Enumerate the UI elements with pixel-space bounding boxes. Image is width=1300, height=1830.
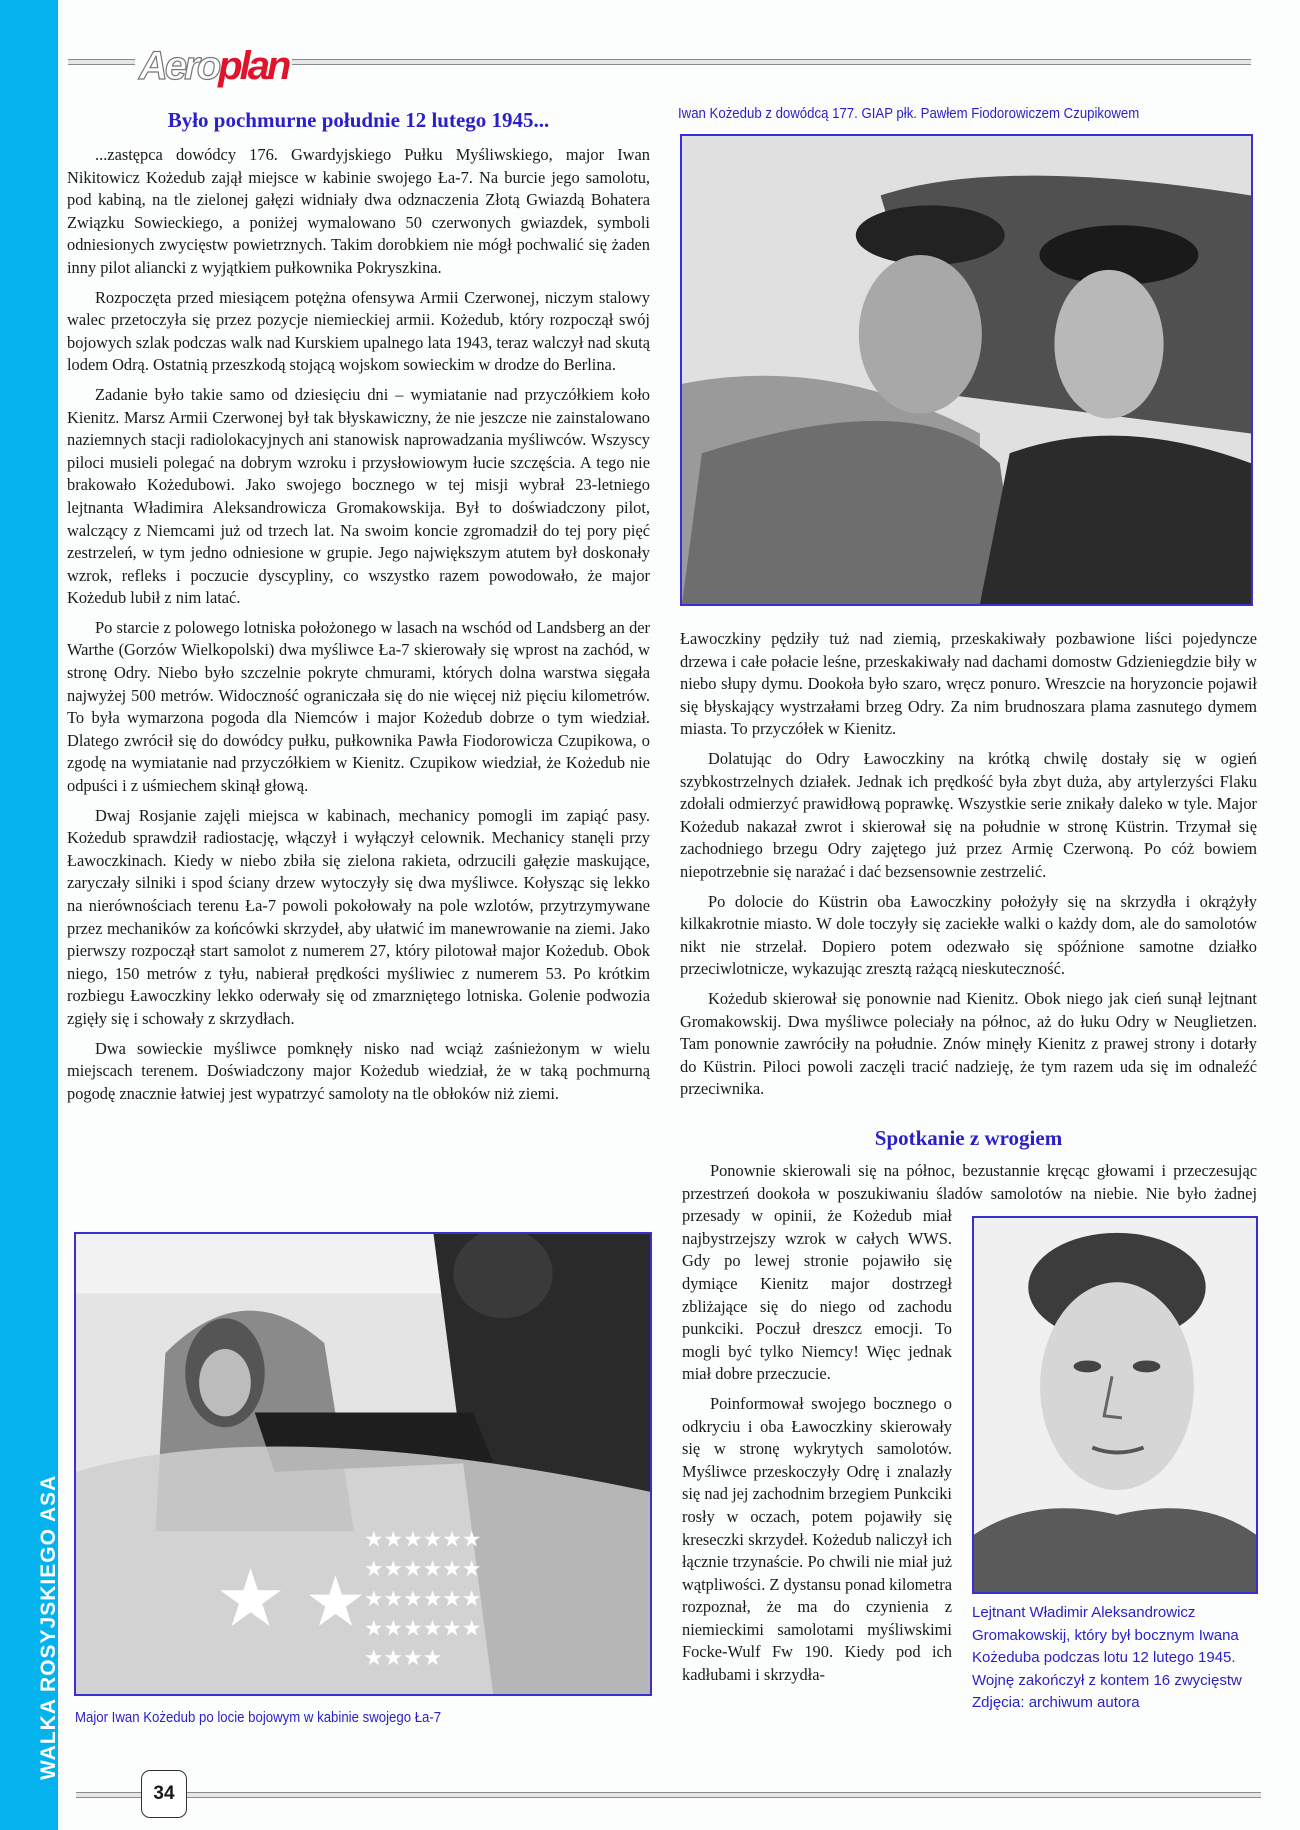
page-number: 34 [141, 1770, 187, 1818]
svg-text:★: ★ [304, 1562, 367, 1643]
paragraph: Dolatując do Odry Ławoczkiny na krótką chwilę dostały się w ogień szybkostrzelnych działek. Jednak ich prędkość była zbyt duża, aby artylerzyści Flaku zdołali odmierzyć prawidłową poprawkę. Wszystkie serie znikały daleko w tyle. Major Kożedub nakazał zwrot i skierował się na południe w stronę Küstrin. Trzymał się zachodniego brzegu Odry zajętego już przez Armię Czerwoną. Po cóż bowiem niepotrzebnie się narażać i dać bezsensownie zestrzelić. [680, 748, 1257, 881]
photo-caption-cockpit: Major Iwan Kożedub po locie bojowym w kabinie swojego Ła-7 [75, 1709, 442, 1726]
svg-text:★★★★★★: ★★★★★★ [363, 1557, 482, 1583]
svg-text:★★★★★★: ★★★★★★ [363, 1616, 482, 1642]
paragraph: Kożedub skierował się ponownie nad Kienitz. Obok niego jak cień sunął lejtnant Gromakowskij. Dwa myśliwce poleciały na północ, aż do łuku Odry w Neuglietzen. Tam ponownie zawróciły na południe. Znów minęły Kienitz z prawej strony i dotarły do Küstrin. Piloci powoli zaczęli tracić nadzieję, że tym razem uda się im odnaleźć przeciwnika. [680, 988, 1257, 1099]
article-heading: Było pochmurne południe 12 lutego 1945... [167, 108, 550, 132]
paragraph: Dwaj Rosjanie zajęli miejsca w kabinach, mechanicy pomogli im zapiąć pasy. Kożedub sprawdził radiostację, włączył i wyłączył celownik. Mechanicy stanęli przy Ławoczkinach. Kiedy w niebo zbiła się zielona rakieta, odrzucili gałęzie maskujące, zaryczały silniki i spod ściany drzew wytoczyły się dwa myśliwce. Kołysząc się lekko na nierównościach terenu Ła-7 powoli pokołowały na pole wzlotów, przytrzymywane przez mechaników za końcówki skrzydeł, aby ułatwić im manewrowanie na ziemi. Jako pierwszy rozpoczął start samolot z numerem 27, który pilotował major Kożedub. Obok niego, 150 metrów z tyłu, nabierał prędkości myśliwiec z numerem 53. Po krótkim rozbiegu Ławoczkiny lekko oderwały się od zmarzniętego lotniska. Golenie podwozia zgięły się i schowały z skrzydłach. [67, 805, 650, 1028]
portrait-caption: Lejtnant Władimir Aleksandrowicz Gromakowskij, który był bocznym Iwana Kożeduba podczas lotu 12 lutego 1945. Wojnę zakończył z kontem 16 zwycięstw [972, 1604, 1242, 1689]
paragraph: Ponownie skierowali się na północ, bezustannie kręcąc głowami i przeczesując przestrzeń dookoła w poszukiwaniu śladów samolotów na niebie. Nie było żadnej przesady w opinii, że Kożedub miał najbystrzejszy wzrok w całych WWS. Gdy po lewej stronie pojawiło się dymiące Kienitz major dostrzegł zbliżające się do niego od zachodu punkciki. Poczuł dreszcz emocji. To mogli być tylko Niemcy! Więc jednak miał dobre przeczucie. [682, 1161, 1257, 1384]
paragraph: Dwa sowieckie myśliwce pomknęły nisko nad wciąż zaśnieżonym w wielu miejscach terenem. Doświadczony major Kożedub wiedział, że w taką pochmurną pogodę znacznie łatwiej jest wypatrzyć samoloty na tle obłoków niż ziemi. [67, 1038, 650, 1103]
paragraph: Ławoczkiny pędziły tuż nad ziemią, przeskakiwały pozbawione liści pojedyncze drzewa i całe połacie leśne, przeskakiwały nad dachami domostw Gdzieniegdzie biły w niebo słupy dymu. Dookoła było szaro, wręcz ponuro. Wreszcie na horyzoncie pojawił się błyskający wystrzałami brzeg Odry. Za nim brudnoszara plama zasnutego dymem miasta. To przyczółek w Kienitz. [680, 629, 1257, 739]
svg-text:★★★★: ★★★★ [363, 1646, 443, 1672]
paragraph: ...zastępca dowódcy 176. Gwardyjskiego Pułku Myśliwskiego, major Iwan Nikitowicz Kożedub zajął miejsce w kabinie swojego Ła-7. Na burcie jego samolotu, pod kabiną, na tle zielonej gałęzi widniały dwa odznaczenia Złotą Gwiazdą Bohatera Związku Sowieckiego, a poniżej wymalowano 50 czerwonych gwiazdek, symboli odniesionych zwycięstw powietrznych. Takim dorobkiem nie mógł pochwalić się żaden inny pilot aliancki z wyjątkiem pułkownika Pokryszkina. [67, 145, 650, 277]
svg-text:★★★★★★: ★★★★★★ [363, 1586, 482, 1612]
paragraph: Rozpoczęta przed miesiącem potężna ofensywa Armii Czerwonej, niczym stalowy walec przetoczyła się przez pozycje niemieckiej armii. Kożedub, który rozpoczął swój bojowych szlak podczas walk nad Kurskiem upalnego lata 1943, teraz walczył nad skutą lodem Odrą. Ostatnią przeszkodą stojącą wojskom sowieckim w drodze do Berlina. [67, 287, 650, 375]
paragraph: Po starcie z polowego lotniska położonego w lasach na wschód od Landsberg an der Warthe (Gorzów Wielkopolski) dwa myśliwce Ła-7 skierowały się wprost na zachód, w stronę Odry. Niebo było szczelnie pokryte chmurami, których dolna warstwa sięgała najwyżej 500 metrów. Widoczność ograniczała się do nie więcej niż pięciu kilometrów. To była wymarzona pogoda dla Niemców i major Kożedub dobrze o tym wiedział. Dlatego zwrócił się do dowódcy pułku, pułkownika Pawła Fiodorowicza Czupikowa, o zgodę na wymiatanie nad przyczółkiem w Kienitz. Czupikow wiedział, że Kożedub nie odpuści i z uśmiechem skinął głową. [67, 617, 650, 796]
photo-caption-commander: Iwan Kożedub z dowódcą 177. GIAP płk. Pawłem Fiodorowiczem Czupikowem [678, 105, 1140, 122]
footer-rule [76, 1792, 1261, 1798]
magazine-logo: Aeroplan [135, 44, 292, 89]
svg-text:★: ★ [215, 1551, 287, 1645]
section-title: WALKA ROSYJSKIEGO ASA [37, 1474, 60, 1780]
section-subheading: Spotkanie z wrogiem [874, 1126, 1063, 1150]
svg-text:★★★★★★: ★★★★★★ [363, 1527, 482, 1553]
photo-kozedub-cockpit [74, 1232, 652, 1696]
photo-gromakowskij-portrait [972, 1216, 1258, 1594]
right-column-text [680, 628, 1257, 1108]
portrait-figure [972, 1216, 1258, 1715]
paragraph: Poinformował swojego bocznego o odkryciu i oba Ławoczkiny skierowały się w stronę wykrytych samolotów. Myśliwce przeskoczyły Odrę i znalazły się nad jej zachodnim brzegiem Punkciki rosły w oczach, potem pojawiły się kreseczki skrzydeł. Kożedub naliczył ich łącznie trzynaście. Po chwili nie miał już wątpliwości. Z dystansu ponad kilometra rozpoznał, że ma do czynienia z niemieckimi samolotami myśliwskimi Focke-Wulf Fw 190. Kiedy pod ich kadłubami i skrzydła- [682, 1393, 952, 1685]
section-sidebar [0, 0, 58, 1830]
paragraph: Zadanie było takie samo od dziesięciu dni – wymiatanie nad przyczółkiem koło Kienitz. Marsz Armii Czerwonej był tak błyskawiczny, że nie jeszcze nie zainstalowano naziemnych stacji radiolokacyjnych ani stanowisk naprowadzania myśliwców. Wszyscy piloci musieli polegać na dobrym wzroku i przysłowiowym łucie szczęścia. A tego nie brakowało Kożedubowi. Jako swojego bocznego w tej misji wybrał 23-letniego lejtnanta Władimira Aleksandrowicza Gromakowskija. Był to doświadczony pilot, walczący z Niemcami już od trzech lat. Na swoim koncie zgromadził do tej pory pięć zestrzeleń, w tym jedno odniesione w grupie. Jego największym atutem był doskonały wzrok, refleks i poczucie dyscypliny, co wszystko razem powodowało, że major Kożedub lubił z nim latać. [67, 384, 650, 608]
left-column-text [67, 144, 650, 1112]
section-text [682, 1160, 1258, 1715]
photo-kozedub-czupikow [680, 134, 1253, 606]
paragraph: Po dolocie do Küstrin oba Ławoczkiny położyły się na skrzydła i okrążyły kilkakrotnie miasto. W dole toczyły się zaciekłe walki o każdy dom, ale do samolotów nikt nie strzelał. Dopiero potem odezwało się spóźnione samotne działko przeciwlotnicze, wykazując zresztą rażącą nieskuteczność. [680, 891, 1257, 979]
photo-credit: Zdjęcia: archiwum autora [972, 1694, 1140, 1711]
